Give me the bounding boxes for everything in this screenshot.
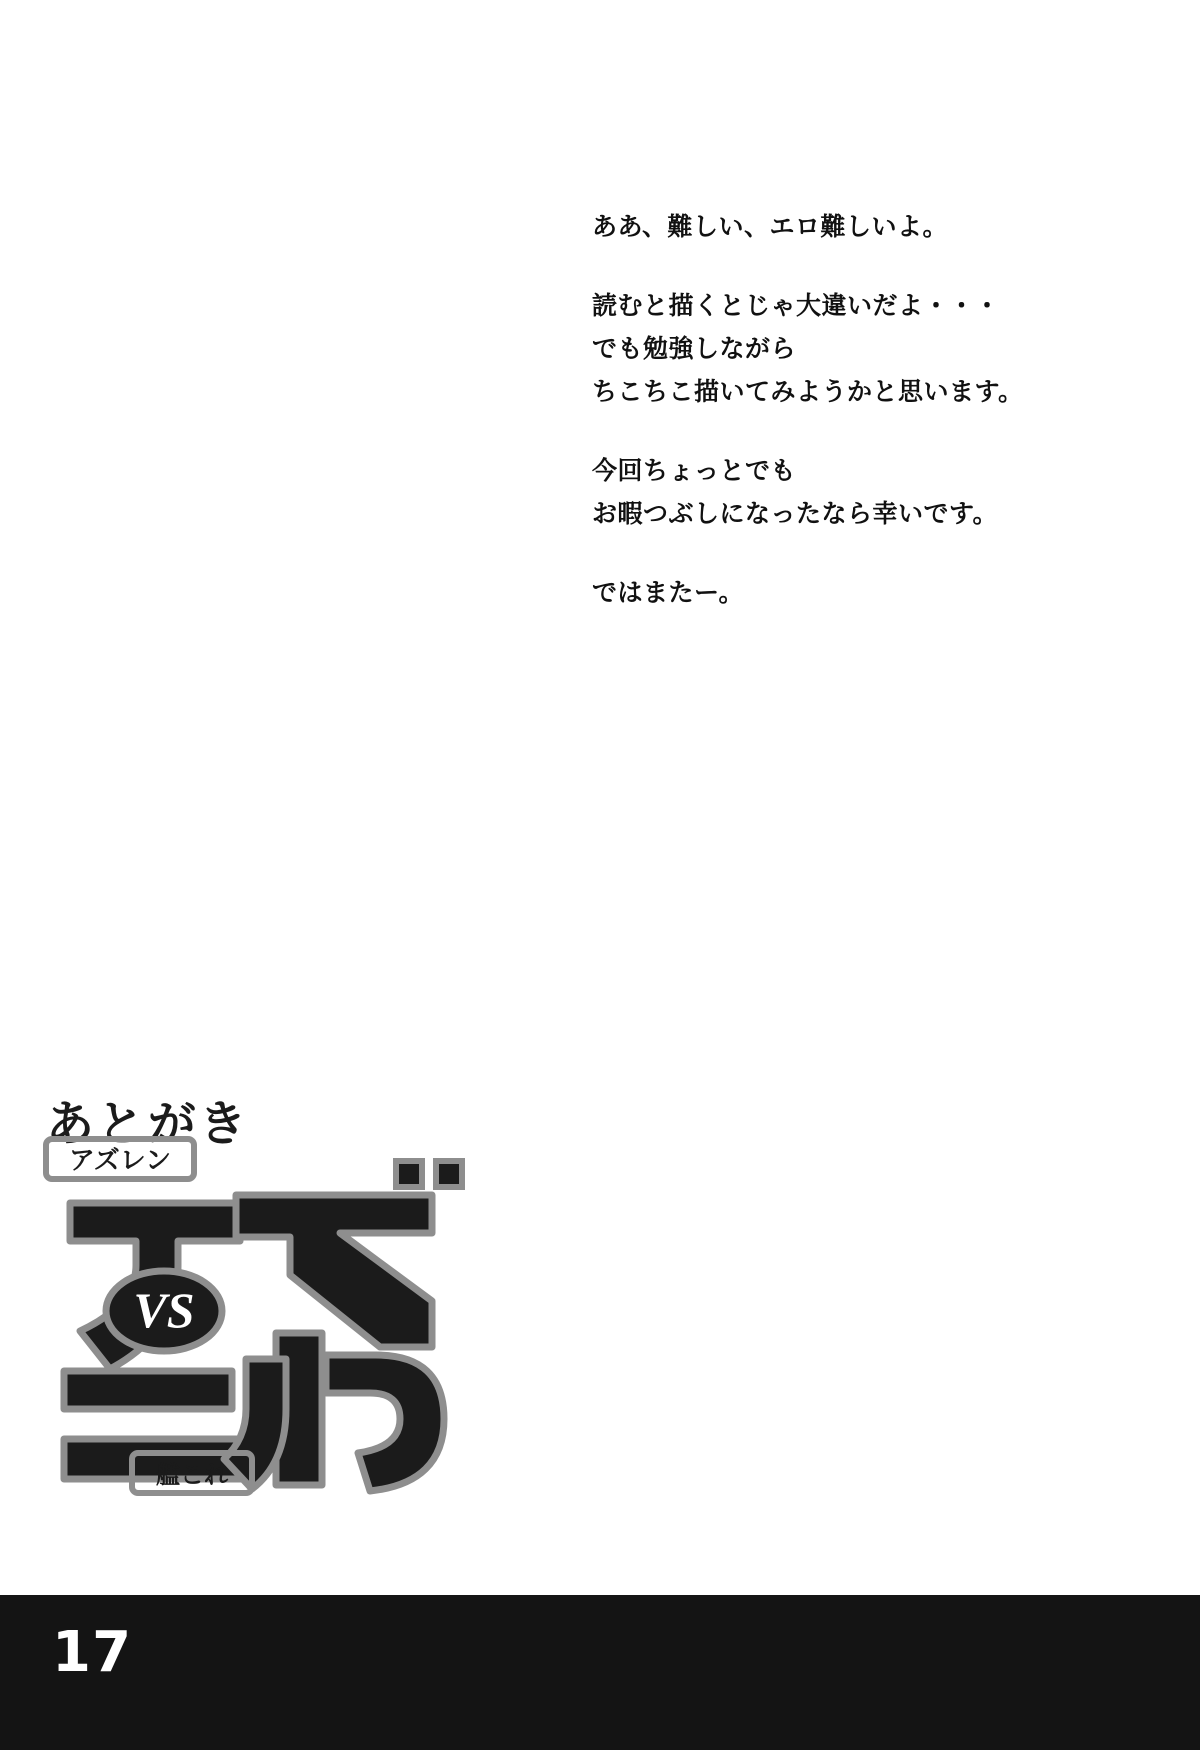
- afterword-line: お暇つぶしになったなら幸いです。: [592, 500, 999, 528]
- page-number: 17: [52, 1620, 133, 1685]
- afterword-line: ではまたー。: [592, 579, 745, 607]
- afterword-paragraph: [592, 215, 1132, 240]
- afterword-paragraph: [592, 459, 1132, 527]
- afterword-line: ああ、難しい、エロ難しいよ。: [592, 213, 949, 241]
- afterword-heading: あとがき: [46, 1098, 250, 1151]
- afterword-line: 読むと描くとじゃ大違いだよ・・・: [592, 292, 1001, 320]
- afterword-line: でも勉強しながら: [592, 335, 797, 363]
- afterword-line: 今回ちょっとでも: [592, 457, 797, 485]
- logo-glyph-re: [224, 1333, 444, 1491]
- logo-furigana-bottom: 艦これ: [156, 1462, 228, 1489]
- logo-vs-badge: [106, 1271, 222, 1351]
- afterword-text: [592, 215, 1132, 606]
- title-logo-block: [40, 1085, 520, 1555]
- logo-glyph-zu: [236, 1161, 462, 1347]
- page-footer-bar: [0, 1595, 1200, 1750]
- logo-vs-text: VS: [133, 1282, 195, 1338]
- afterword-paragraph: [592, 581, 1132, 606]
- afterword-line: ちこちこ描いてみようかと思います。: [592, 378, 1024, 406]
- afterword-paragraph: [592, 294, 1132, 405]
- logo-furigana-top: アズレン: [68, 1145, 172, 1175]
- azur-lane-vs-kancolle-logo: [40, 1133, 510, 1553]
